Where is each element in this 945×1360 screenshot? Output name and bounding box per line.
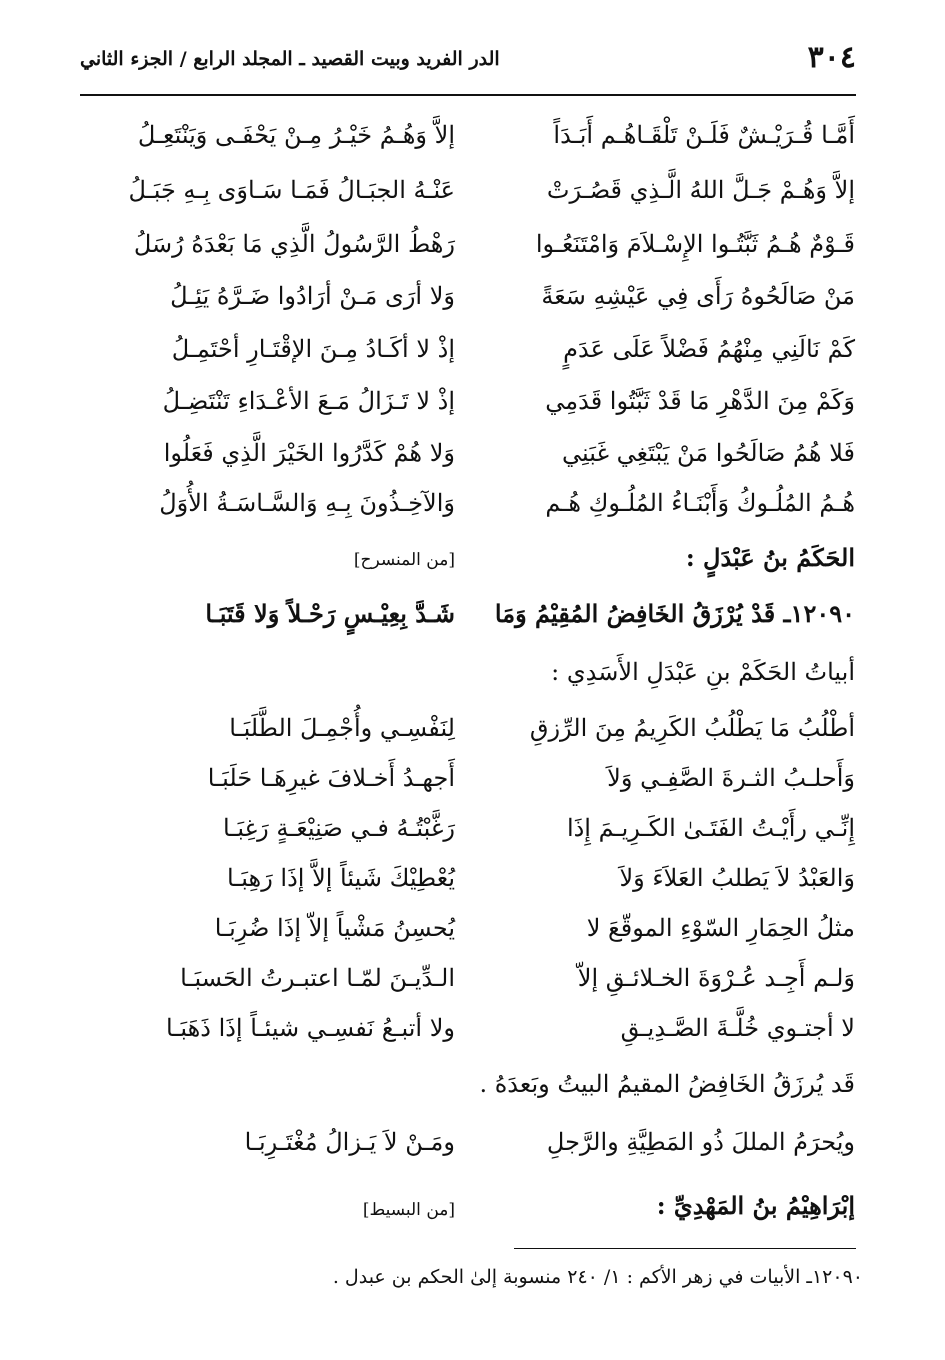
header-rule xyxy=(80,94,856,96)
verse-left: أَجهـدُ أَخـلافَ غيرِهَـا حَلَبَـا xyxy=(207,764,455,792)
verse-left: ومَـنْ لاَ يَـزالُ مُغْتَـرِبَـا xyxy=(244,1128,455,1156)
verse-right: إلاَّ وَهُـمْ جَـلَّ اللهُ الَّـذِي قَصُـرَتْ xyxy=(546,176,855,204)
verse-left: لِنَفْسِـي وأُجْمِـلَ الطَّلَبَـا xyxy=(229,714,455,742)
verse-right: وَأَحلـبُ الثـرةَ الصَّفِـي وَلاَ xyxy=(607,764,855,792)
verse-left: رَغَّبْتُـهُ فـي صَنِيْعَـةٍ رَغِبَـا xyxy=(223,814,455,842)
verse-left: وَلا هُمْ كَدَّرُوا الخَيْرَ الَّذِي فَعَلُوا xyxy=(163,439,455,467)
verse-right: أَمَّـا قُـرَيْـشٌ فَلَـنْ تَلْقَـاهُـم أَبَـدَاً xyxy=(553,121,855,149)
verse-left: يُعْطِيْكَ شَيئاً إلاَّ إذَا رَهِبَـا xyxy=(226,864,455,892)
footnote-rule xyxy=(514,1248,856,1249)
verse-left: يُحسِنُ مَشْياً إلاّ إذَا ضُرِبَـا xyxy=(214,914,455,942)
page-header xyxy=(80,36,856,90)
verse-right: قَـوْمٌ هُـمُ ثَبَّتُـوا الإِسْـلاَمَ وَامْتَنَعُـوا xyxy=(535,230,855,258)
verse-left: وَالآخِـذُونَ بِـهِ وَالسَّـاسَـةُ الأُوَلُ xyxy=(159,489,455,517)
entry-verse-left: شَـدَّ بِعِيْـسٍ رَحْـلاً وَلا قَتَبَـا xyxy=(205,599,455,628)
intro-line: أبياتُ الحَكَمْ بنِ عَبْدَلِ الأَسَدِي : xyxy=(551,658,855,686)
verse-left: رَهْطُ الرَّسُولُ الَّذِي مَا بَعْدَهُ رُسَلُ xyxy=(133,230,455,258)
verse-right: مثلُ الحِمَارِ السّوْءِ الموقّعَ لا xyxy=(586,914,855,942)
verse-right: هُـمُ المُلُـوكُ وَأَبْنَـاءُ المُلُـوكِ هُـم xyxy=(545,489,855,517)
verse-left: عَنْـهُ الجبَـالُ فَمَـا سَـاوَى بِـهِ جَبَـلُ xyxy=(128,176,455,204)
verse-left: إلاَّ وَهُـمُ خَيْـرُ مِـنْ يَحْفَـى وَيَنْتَعِـلُ xyxy=(137,121,455,149)
verse-right: مَنْ صَالَحُوهُ رَأَى فِي عَيْشِهِ سَعَةً xyxy=(541,282,855,310)
verse-right: أطْلُبُ مَا يَطْلُبُ الكَرِيمُ مِنَ الرِّزقِ xyxy=(529,714,855,742)
meter-label: [من البسيط] xyxy=(362,1200,455,1220)
verse-left: ولا أتبـعُ نَفسِـي شيئـاً إذَا ذَهَبَـا xyxy=(166,1014,455,1042)
verse-right: وَكَمْ مِنَ الدَّهْرِ مَا قَدْ ثَبَّتُوا قَدَمِي xyxy=(545,387,855,415)
verse-right: وَلـم أَجِـد عُـرْوَةَ الخـلائـقِ إلاّ xyxy=(577,964,855,992)
verse-left: إذْ لا تَـزَالُ مَـعَ الأعْـدَاءِ تَنْتَضِـلُ xyxy=(162,387,455,415)
verse-right: ويُحرَمُ المللَ ذُو المَطِيَّةِ والرَّجلِ xyxy=(546,1128,855,1156)
page-number: ٣٠٤ xyxy=(807,40,856,75)
section-heading: الحَكَمُ بنُ عَبْدَلٍ : xyxy=(685,543,855,572)
verse-right: وَالعَبْدُ لاَ يَطلبُ العَلاَءَ وَلاَ xyxy=(619,864,855,892)
verse-left: وَلا أرَى مَـنْ أرَادُوا ضَـرَّهُ يَئِـلُ xyxy=(170,282,455,310)
verse-right: إِنِّـي رأَيْـتُ الفَتَـىٰ الكَـرِيـمَ إِذَا xyxy=(566,814,855,842)
verse-left: إذْ لا أكَـادُ مِـنَ الإقْتَـارِ أحْتَمِـلُ xyxy=(171,335,455,363)
verse-right: لا أجتـوي خُلَّـةَ الصَّـدِيـقِ xyxy=(620,1014,855,1042)
section-heading: إبْرَاهِيْمُ بنُ المَهْدِيِّ : xyxy=(656,1191,855,1220)
verse-right: فَلا هُمُ صَالَحُوا مَنْ يَبْتَغِي غَبَنِي xyxy=(561,439,855,467)
entry-verse-right: ١٢٠٩٠ـ قَدْ يُرْزَقُ الخَافِضُ المُقِيْمُ وَمَا xyxy=(494,599,855,628)
verse-right: كَمْ نَالَنِي مِنْهُمُ فَضْلاً عَلَى عَدَمٍ xyxy=(563,335,855,363)
footnote: ١٢٠٩٠ـ الأبيات في زهر الأكم : ١/ ٢٤٠ منسوبة إلىٰ الحكم بن عبدل . xyxy=(332,1266,863,1288)
running-title: الدر الفريد وبيت القصيد ـ المجلد الرابع / الجزء الثاني xyxy=(80,48,500,70)
note-line: قَد يُرزَقُ الخَافِضُ المقيمُ البيتُ وبَعدَهُ . xyxy=(479,1070,855,1098)
verse-left: الـدِّيـنَ لمّـا اعتبـرتُ الحَسبَـا xyxy=(180,964,455,992)
meter-label: [من المنسرح] xyxy=(353,550,455,570)
